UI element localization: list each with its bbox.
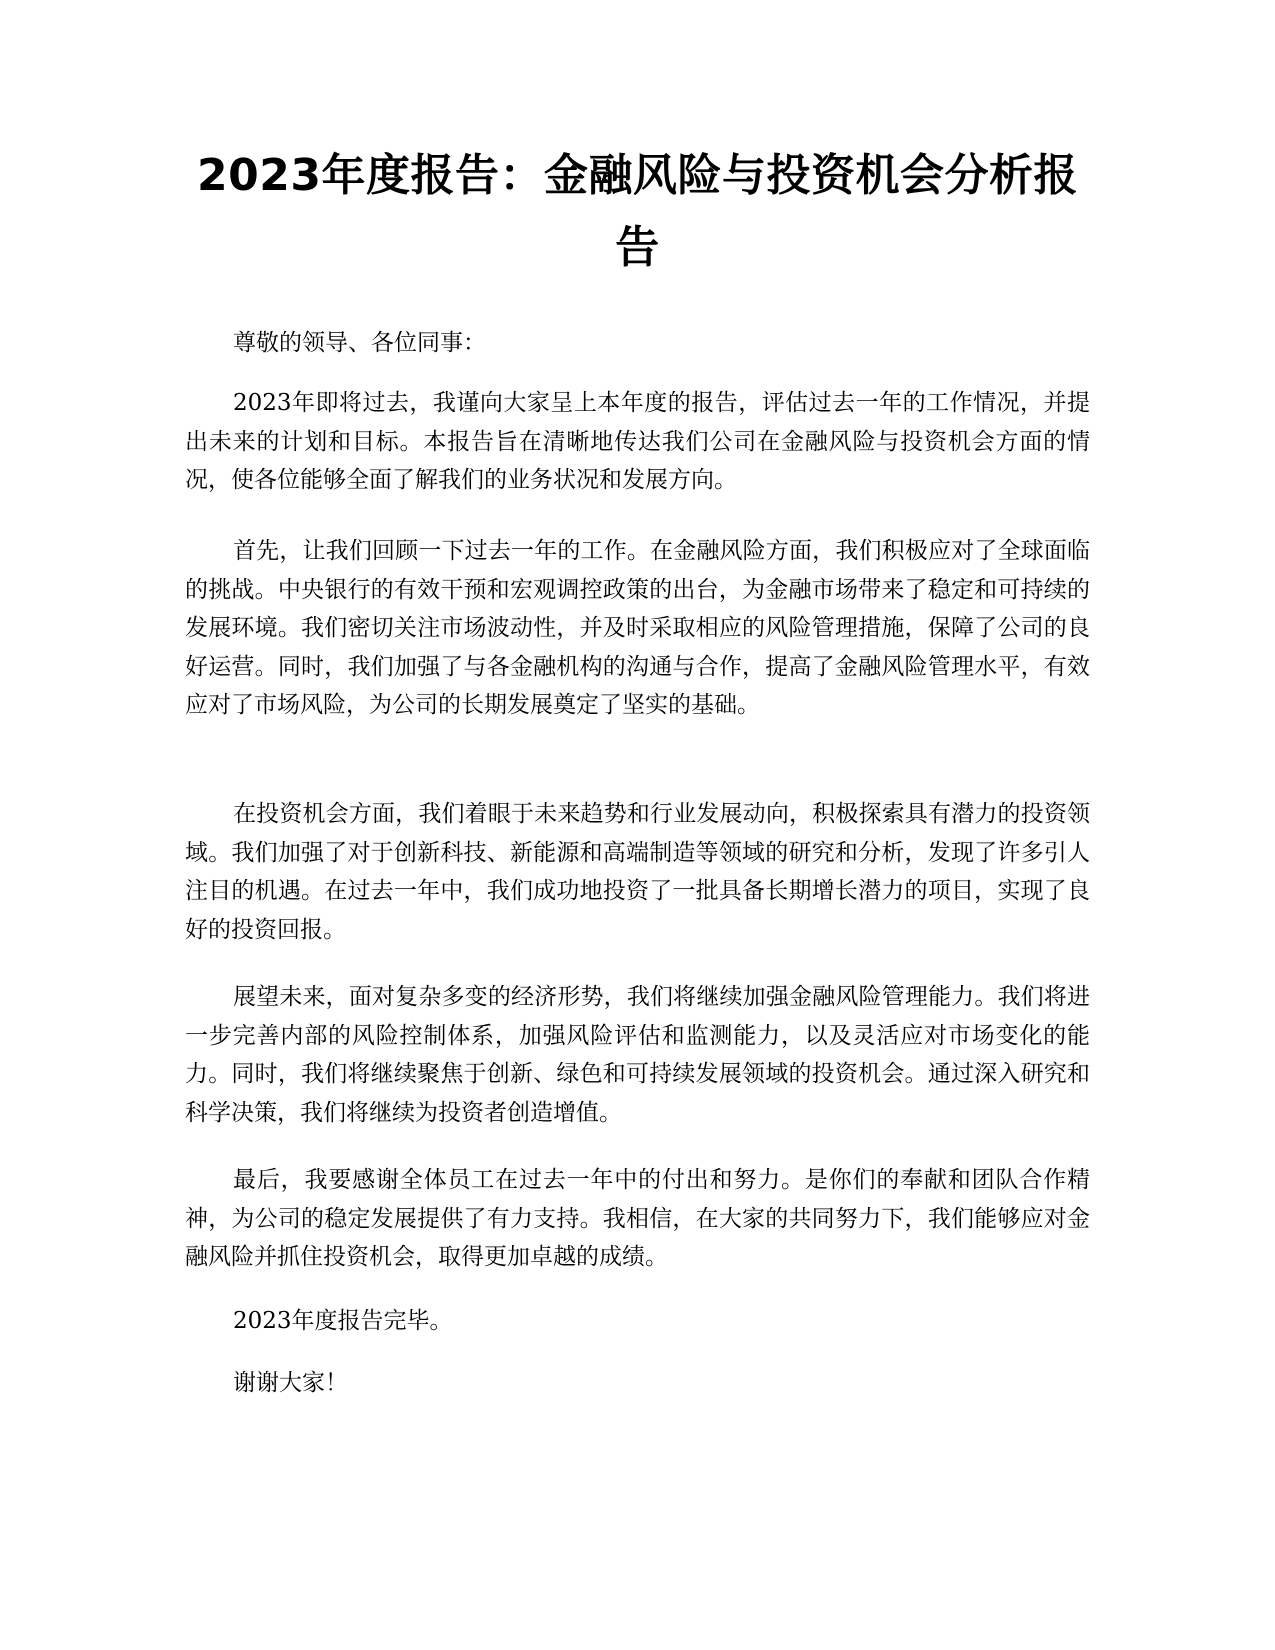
paragraph-intro: 2023年即将过去，我谨向大家呈上本年度的报告，评估过去一年的工作情况，并提出未来的计划和目标。本报告旨在清晰地传达我们公司在金融风险与投资机会方面的情况，使各位能够全面了解我们的业务状况和发展方向。 [185, 390, 1090, 493]
paragraph-outlook: 展望未来，面对复杂多变的经济形势，我们将继续加强金融风险管理能力。我们将进一步完善内部的风险控制体系，加强风险评估和监测能力，以及灵活应对市场变化的能力。同时，我们将继续聚焦于创新、绿色和可持续发展领域的投资机会。通过深入研究和科学决策，我们将继续为投资者创造增值。 [185, 984, 1090, 1126]
paragraph-acknowledgement: 最后，我要感谢全体员工在过去一年中的付出和努力。是你们的奉献和团队合作精神，为公司的稳定发展提供了有力支持。我相信，在大家的共同努力下，我们能够应对金融风险并抓住投资机会，取得更加卓越的成绩。 [185, 1167, 1090, 1270]
document-title: 2023年度报告：金融风险与投资机会分析报告 [197, 150, 1078, 273]
paragraph-financial-risk: 首先，让我们回顾一下过去一年的工作。在金融风险方面，我们积极应对了全球面临的挑战。中央银行的有效干预和宏观调控政策的出台，为金融市场带来了稳定和可持续的发展环境。我们密切关注市场波动性，并及时采取相应的风险管理措施，保障了公司的良好运营。同时，我们加强了与各金融机构的沟通与合作，提高了金融风险管理水平，有效应对了市场风险，为公司的长期发展奠定了坚实的基础。 [185, 538, 1090, 718]
salutation: 尊敬的领导、各位同事： [233, 330, 486, 356]
closing-line: 2023年度报告完毕。 [233, 1308, 453, 1334]
thanks-line: 谢谢大家！ [233, 1370, 348, 1396]
paragraph-investment-opportunities: 在投资机会方面，我们着眼于未来趋势和行业发展动向，积极探索具有潜力的投资领域。我们加强了对于创新科技、新能源和高端制造等领域的研究和分析，发现了许多引人注目的机遇。在过去一年中，我们成功地投资了一批具备长期增长潜力的项目，实现了良好的投资回报。 [185, 801, 1090, 943]
